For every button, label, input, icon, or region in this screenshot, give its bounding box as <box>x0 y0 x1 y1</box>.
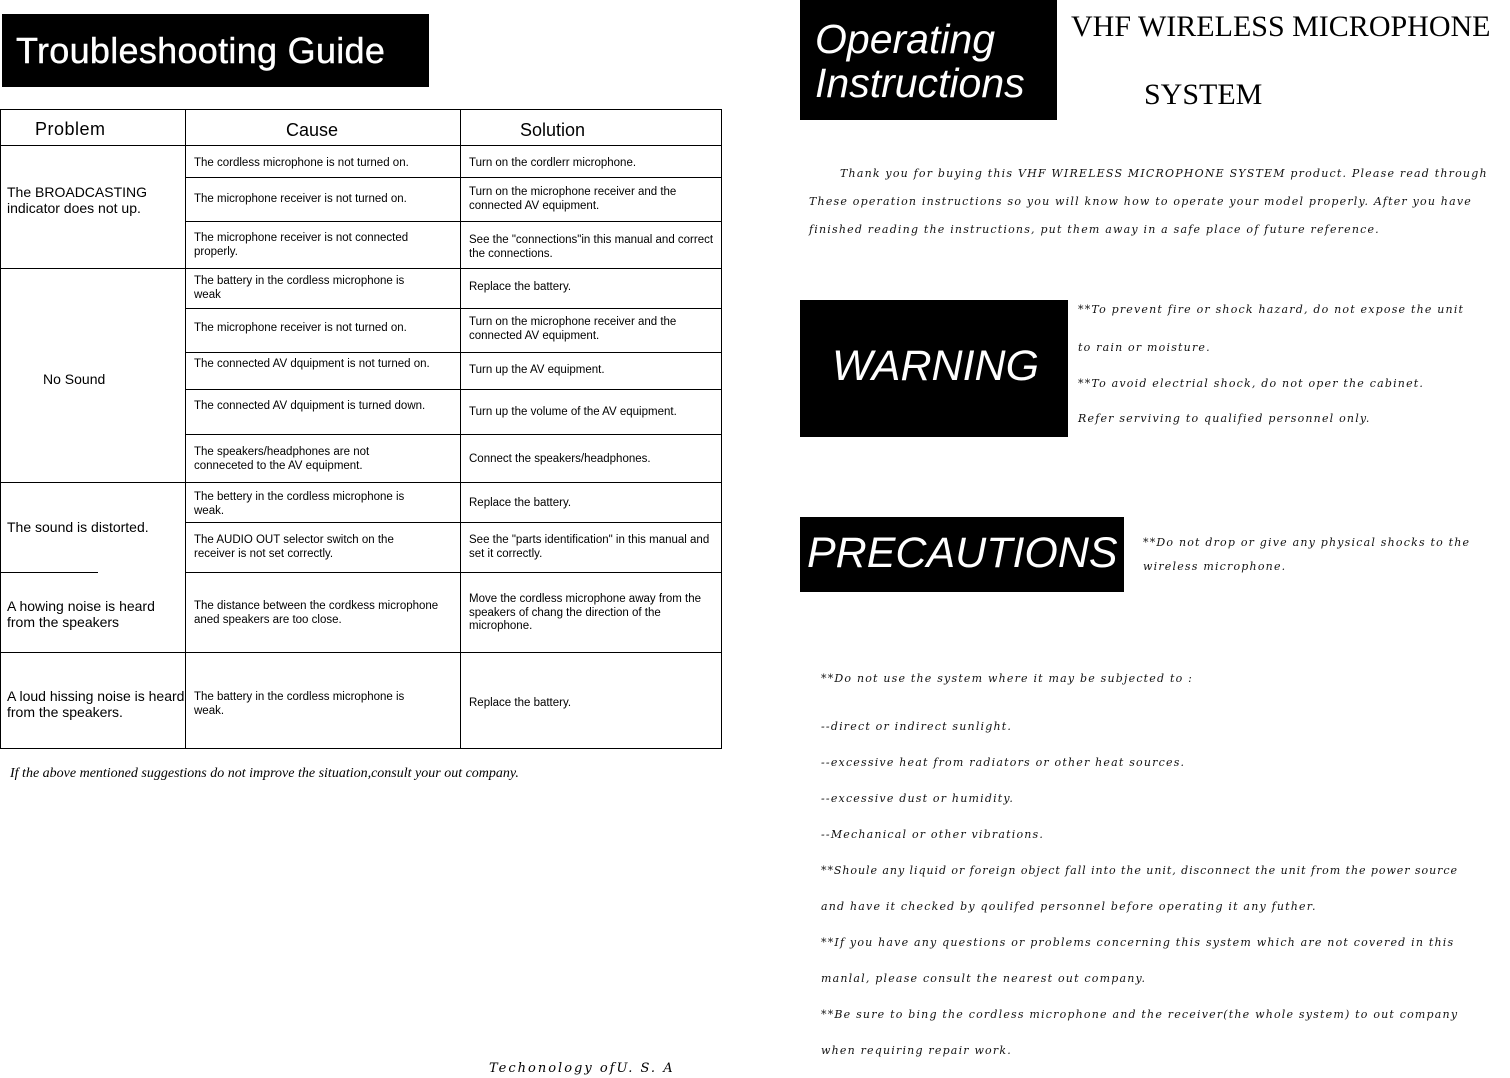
precaution-line: wireless microphone. <box>1143 560 1287 573</box>
precaution-list-line: --direct or indirect sunlight. <box>821 720 1013 733</box>
cause-cell: The microphone receiver is not turned on. <box>194 322 407 334</box>
precautions-title: PRECAUTIONS <box>807 529 1118 577</box>
problem-no-sound: No Sound <box>43 371 106 387</box>
solution-cell: Connect the speakers/headphones. <box>469 453 651 465</box>
warning-line: **To avoid electrial shock, do not oper the cabinet. <box>1078 377 1425 390</box>
precaution-line: **Do not drop or give any physical shocks to the <box>1143 536 1471 549</box>
solution-cell: Turn on the microphone receiver and the connected AV equipment. <box>469 316 677 342</box>
precaution-list-line: and have it checked by qoulifed personnel before operating it any futher. <box>821 900 1317 913</box>
header-problem: Problem <box>35 119 106 139</box>
precaution-list-line: **Shoule any liquid or foreign object fall into the unit, disconnect the unit from the power source <box>821 864 1458 877</box>
problem-distorted: The sound is distorted. <box>7 519 149 535</box>
precaution-list-line: --excessive dust or humidity. <box>821 792 1015 805</box>
solution-cell: Move the cordless microphone away from the speakers of chang the direction of the microphone. <box>469 593 702 632</box>
precaution-list-line: **If you have any questions or problems concerning this system which are not covered in this <box>821 936 1455 949</box>
cause-cell: The cordless microphone is not turned on. <box>194 157 409 169</box>
problem-broadcasting: The BROADCASTING indicator does not up. <box>7 184 148 216</box>
header-cause: Cause <box>286 120 339 140</box>
intro-line: Thank you for buying this VHF WIRELESS MICROPHONE SYSTEM product. Please read through <box>840 167 1488 180</box>
solution-cell: Replace the battery. <box>469 497 572 509</box>
product-name-line2: SYSTEM <box>1144 78 1263 111</box>
solution-cell: Replace the battery. <box>469 697 572 709</box>
precaution-list-line: --Mechanical or other vibrations. <box>821 828 1045 841</box>
intro-line: These operation instructions so you will know how to operate your model properly. After you have <box>809 195 1472 208</box>
solution-cell: Turn on the cordlerr microphone. <box>469 157 637 169</box>
precautions-title-box <box>800 517 1124 592</box>
troubleshooting-title-box <box>2 14 429 87</box>
cause-cell: The connected AV dquipment is turned down. <box>194 400 426 412</box>
warning-line: to rain or moisture. <box>1078 341 1211 354</box>
cause-cell: The AUDIO OUT selector switch on the receiver is not set correctly. <box>194 534 394 560</box>
solution-cell: Replace the battery. <box>469 281 572 293</box>
cause-cell: The microphone receiver is not turned on. <box>194 193 407 205</box>
cause-cell: The battery in the cordless microphone is weak. <box>194 691 405 717</box>
problem-hissing: A loud hissing noise is heard from the speakers. <box>7 688 185 720</box>
precaution-list-line: when requiring repair work. <box>821 1044 1012 1057</box>
cause-cell: The microphone receiver is not connected properly. <box>194 232 409 258</box>
precaution-list-line: **Be sure to bing the cordless microphone and the receiver(the whole system) to out company <box>821 1008 1459 1021</box>
solution-cell: See the "connections"in this manual and correct the connections. <box>469 234 714 260</box>
cause-cell: The distance between the cordkess microphone aned speakers are too close. <box>194 600 439 626</box>
warning-title-box <box>800 300 1068 437</box>
precaution-list-line: --excessive heat from radiators or other heat sources. <box>821 756 1186 769</box>
warning-title: WARNING <box>832 342 1040 390</box>
page-footer: Techonology ofU. S. A <box>489 1061 675 1076</box>
operating-title-line1: Operating <box>815 16 996 62</box>
warning-line: **To prevent fire or shock hazard, do not expose the unit <box>1078 303 1465 316</box>
product-name-line1: VHF WIRELESS MICROPHONE <box>1071 10 1491 43</box>
operating-title-line2: Instructions <box>815 60 1025 106</box>
precaution-list-line: **Do not use the system where it may be subjected to : <box>821 672 1193 685</box>
cause-cell: The bettery in the cordless microphone is weak. <box>194 491 405 517</box>
operating-instructions-title-box <box>800 0 1057 120</box>
cause-cell: The speakers/headphones are not conneceted to the AV equipment. <box>194 446 370 472</box>
cause-cell: The battery in the cordless microphone is weak <box>194 275 405 301</box>
troubleshooting-table <box>0 109 722 749</box>
footnote: If the above mentioned suggestions do not improve the situation,consult your out company. <box>10 766 519 781</box>
solution-cell: Turn up the volume of the AV equipment. <box>469 406 677 418</box>
precaution-list-line: manlal, please consult the nearest out company. <box>821 972 1147 985</box>
troubleshooting-title: Troubleshooting Guide <box>16 30 386 71</box>
problem-howing: A howing noise is heard from the speakers <box>7 598 155 630</box>
solution-cell: Turn up the AV equipment. <box>469 364 605 376</box>
solution-cell: See the "parts identification" in this manual and set it correctly. <box>469 534 710 560</box>
cause-cell: The connected AV dquipment is not turned on. <box>194 358 430 370</box>
intro-line: finished reading the instructions, put them away in a safe place of future reference. <box>809 223 1380 236</box>
solution-cell: Turn on the microphone receiver and the connected AV equipment. <box>469 186 677 212</box>
warning-line: Refer serviving to qualified personnel only. <box>1078 412 1371 425</box>
header-solution: Solution <box>520 120 586 140</box>
